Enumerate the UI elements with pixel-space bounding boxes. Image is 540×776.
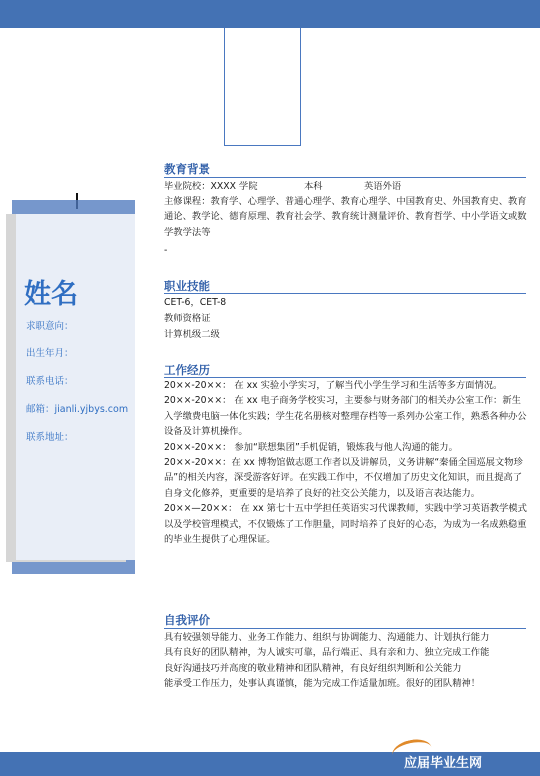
experience-heading: 工作经历 (164, 363, 210, 377)
degree-label: 本科 (304, 181, 323, 192)
self-eval-line: 具有较强领导能力、业务工作能力、组织与协调能力、沟通能力、计划执行能力 (164, 632, 490, 643)
education-courses: 主修课程：教育学、心理学、普通心理学、教育心理学、中国教育史、外国教育史、教育通论、教学论、德育原理、教育社会学、教育统计测量评价、教育哲学、中小学语文或数学教学法等 (164, 196, 527, 238)
address-field: 联系地址： (26, 432, 74, 443)
experience-entry: 20××—20××： 在 xx 第七十五中学担任英语实习代课教师，实践中学习英语教学模式以及学校管理模式，不仅锻炼了工作胆量，同时培养了良好的心态，为成为一名成熟稳重的毕业生提供了心理保证。 (164, 503, 527, 546)
major-label: 英语外语 (364, 181, 402, 192)
self-eval-line: 良好沟通技巧并高度的敬业精神和团队精神，有良好组织判断和公关能力 (164, 662, 462, 674)
watermark-text: 应届毕业生网 (404, 756, 483, 771)
self-eval-line: 具有良好的团队精神，为人诚实可靠，品行端正、具有亲和力、独立完成工作能 (164, 647, 490, 659)
education-divider (164, 177, 526, 178)
education-school-row (164, 179, 401, 194)
experience-entry: 20××-20××：在 xx 博物馆做志愿工作者以及讲解员，义务讲解“秦俑全国巡展文物珍品”的相关内容，深受游客好评。在实践工作中，不仅增加了历史文化知识，而且提高了自身文化修养，更重要的是培养了良好的社交公关能力，以及语言表达能力。 (164, 457, 523, 499)
candidate-name: 姓名 (24, 279, 78, 310)
skills-divider (164, 293, 526, 294)
skill-item: 教师资格证 (164, 313, 211, 324)
self-eval-divider (164, 628, 526, 629)
experience-entry: 20××-20××： 在 xx 实验小学实习，了解当代小学生学习和生活等多方面情况。 (164, 380, 503, 391)
experience-entry: 20××-20××： 在 xx 电子商务学校实习，主要参与财务部门的相关办公室工作：新生入学缴费电脑一体化实践；学生花名册核对整理存档等一系列办公室工作，熟悉各种办公设备及计算机操作。 (164, 395, 527, 438)
skill-item: 计算机级二级 (164, 329, 220, 340)
self-eval-text (164, 630, 530, 692)
self-eval-line: 能承受工作压力，处事认真谨慎，能为完成工作适量加班。很好的团队精神！ (164, 678, 481, 690)
skill-item: CET-6，CET-8 (164, 297, 227, 308)
email-field: 邮箱：jianli.yjbys.com (26, 404, 129, 415)
self-eval-heading: 自我评价 (164, 613, 210, 627)
skills-heading: 职业技能 (164, 279, 210, 293)
photo-placeholder (224, 28, 301, 146)
experience-entry: 20××-20××： 参加“联想集团”手机促销，锻炼我与他人沟通的能力。 (164, 441, 458, 453)
experience-list (164, 378, 528, 547)
phone-field: 联系电话： (26, 376, 74, 387)
education-heading: 教育背景 (164, 162, 210, 176)
school-label: 毕业院校：XXXX 学院 (164, 181, 258, 192)
education-dash: - (164, 245, 168, 256)
profile-panel (16, 214, 135, 560)
top-banner (0, 0, 540, 28)
job-intention-field: 求职意向： (26, 321, 74, 332)
birth-date-field: 出生年月： (26, 348, 74, 359)
